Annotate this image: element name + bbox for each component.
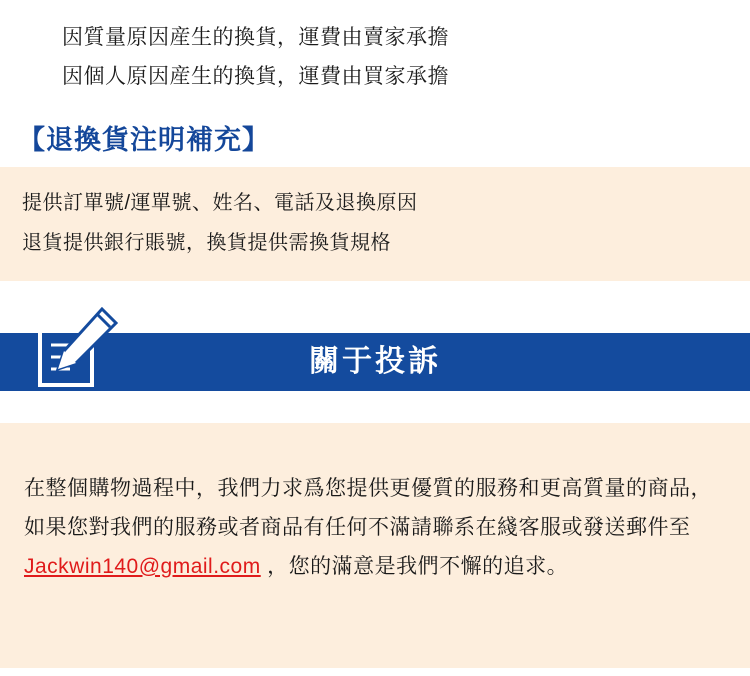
note-line-bank: 退貨提供銀行賬號，換貨提供需換貨規格 <box>22 232 391 254</box>
complaint-block <box>0 423 750 668</box>
note-section-heading: 【退換貨注明補充】 <box>18 125 270 155</box>
complaint-text-before: 在整個購物過程中，我們力求爲您提供更優質的服務和更高質量的商品，如果您對我們的服務或者商品有任何不滿請聯系在綫客服或發送郵件至 <box>24 477 712 539</box>
support-email-link[interactable]: Jackwin140@gmail.com <box>24 554 261 578</box>
pencil-note-icon <box>36 307 118 391</box>
policy-lines <box>0 0 750 96</box>
note-line-info: 提供訂單號/運單號、姓名、電話及退換原因 <box>22 192 418 214</box>
complaint-text-after: ，您的滿意是我們不懈的追求。 <box>260 554 569 578</box>
complaint-paragraph <box>24 470 726 587</box>
policy-line-quality: 因質量原因産生的換貨，運費由賣家承擔 <box>62 26 449 49</box>
policy-line-personal: 因個人原因産生的換貨，運費由買家承擔 <box>62 65 449 88</box>
note-block <box>0 167 750 281</box>
banner-title: 關于投訴 <box>309 345 441 378</box>
complaint-banner <box>0 333 750 395</box>
